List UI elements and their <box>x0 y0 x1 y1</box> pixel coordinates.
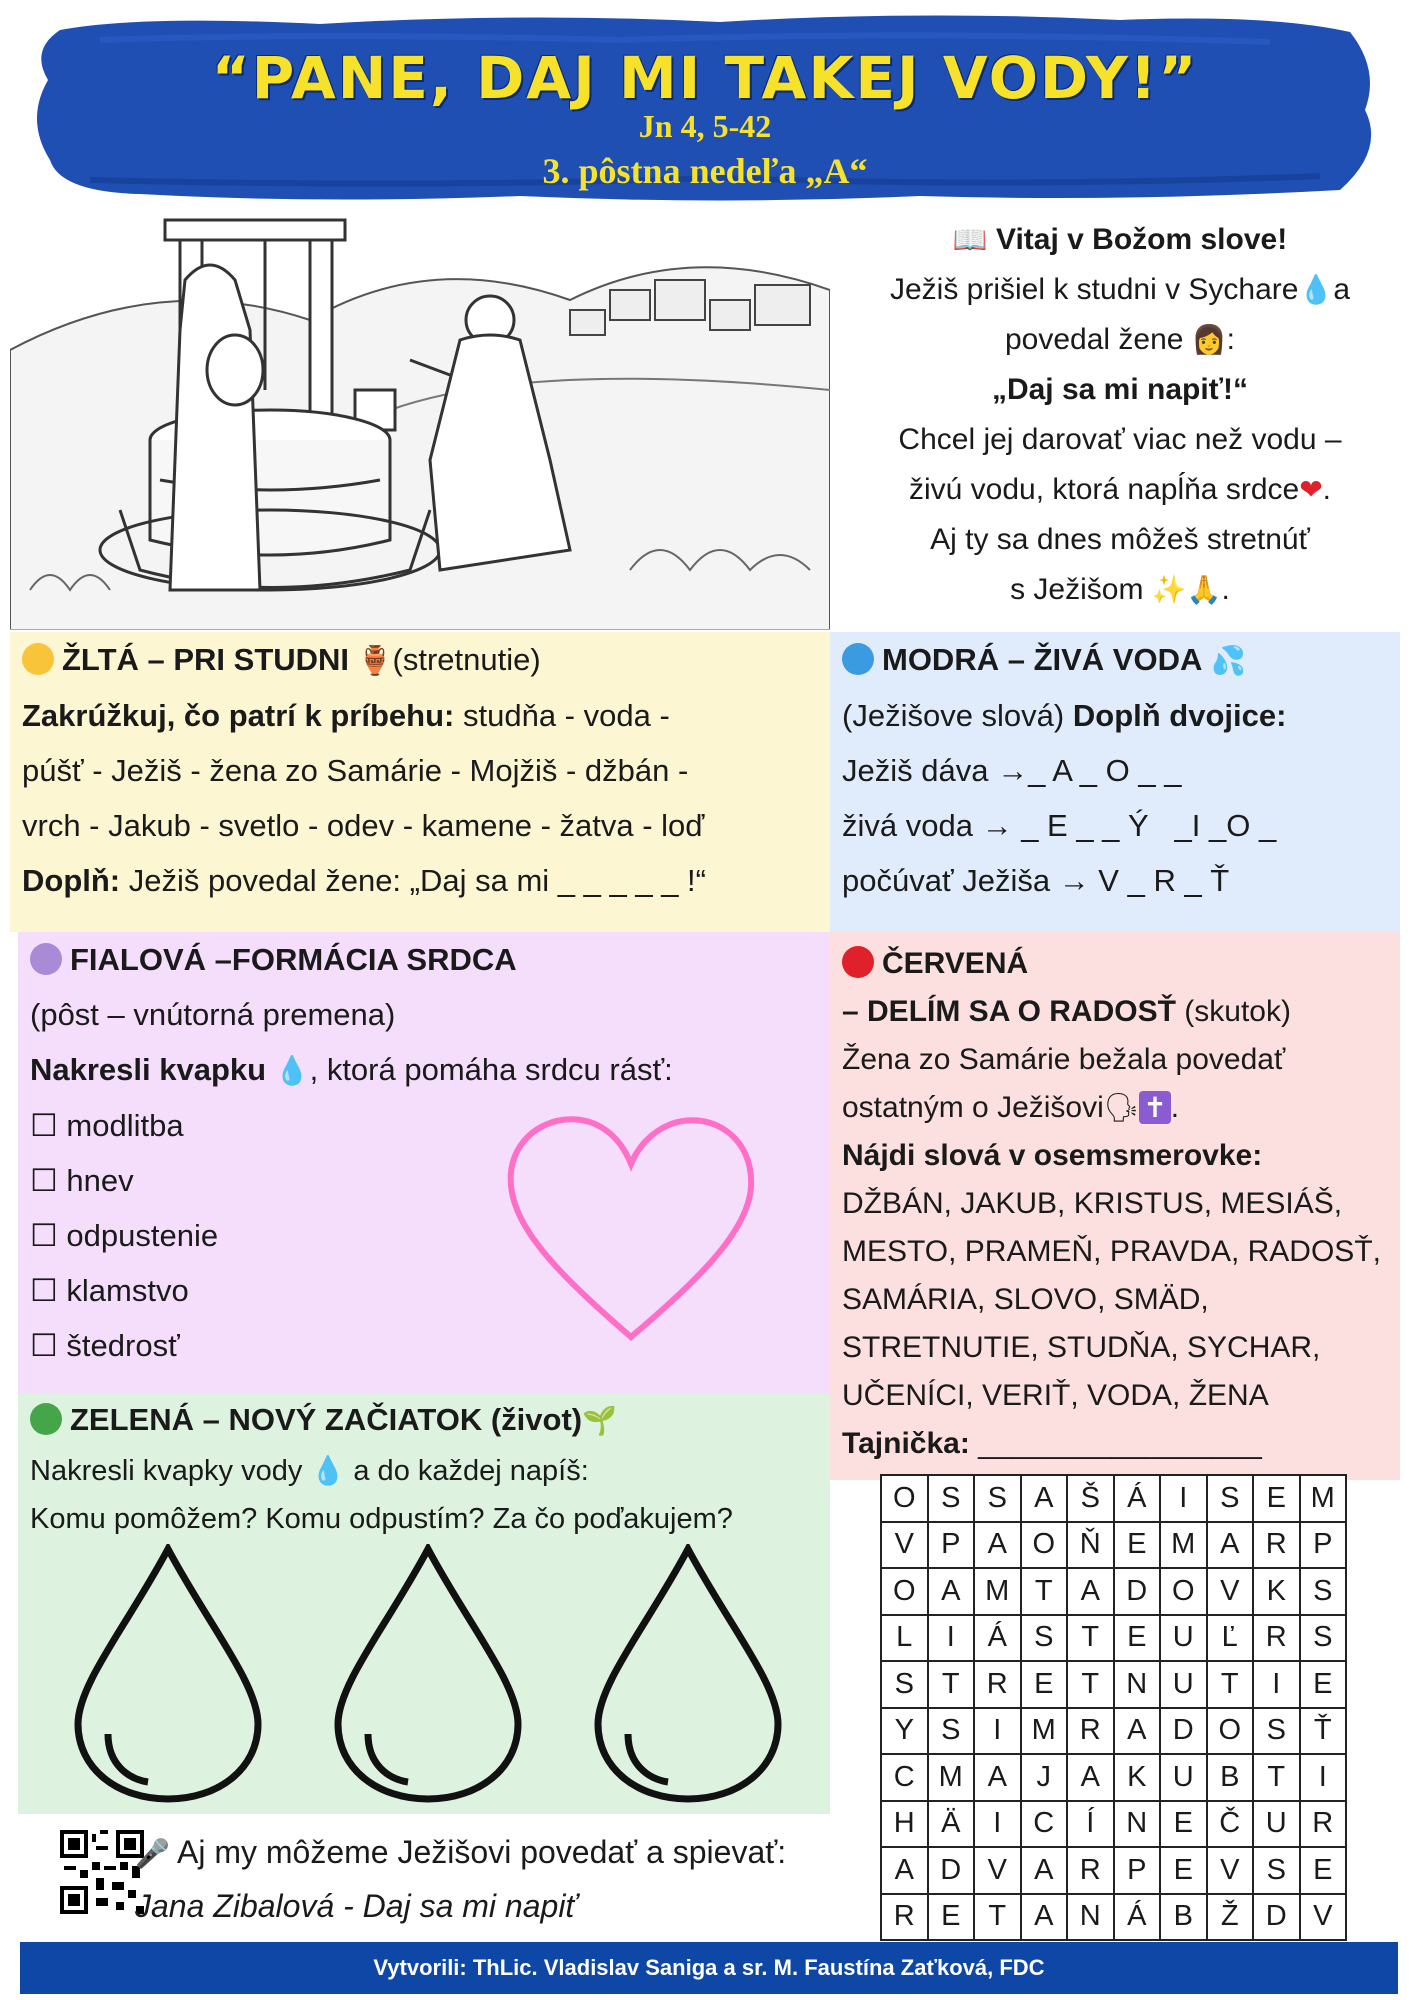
grid-cell[interactable]: M <box>974 1568 1021 1615</box>
purple-circle-icon <box>30 943 62 975</box>
grid-cell[interactable]: D <box>1114 1568 1161 1615</box>
grid-cell[interactable]: O <box>1160 1568 1207 1615</box>
red-text-2b: . <box>1170 1091 1180 1124</box>
well-illustration <box>10 210 830 630</box>
grid-cell[interactable]: V <box>1207 1847 1254 1894</box>
grid-cell[interactable]: U <box>1253 1801 1300 1848</box>
red-text-1: Žena zo Samárie bežala povedať <box>842 1043 1286 1076</box>
water-drop-outline-3 <box>598 1549 778 1799</box>
header-banner <box>20 10 1390 205</box>
yellow-words-2: púšť - Ježiš - žena zo Samárie - Mojžiš - džbán - <box>22 753 689 788</box>
grid-cell[interactable]: M <box>1160 1522 1207 1569</box>
grid-row <box>881 1708 1346 1755</box>
grid-cell[interactable]: D <box>928 1847 975 1894</box>
grid-cell[interactable]: A <box>974 1754 1021 1801</box>
word-list-5: UČENÍCI, VERIŤ, VODA, ŽENA <box>842 1379 1269 1412</box>
intro-line-2b: : <box>1226 323 1236 356</box>
grid-cell[interactable]: O <box>881 1568 928 1615</box>
grid-cell[interactable]: Š <box>1067 1475 1114 1522</box>
grid-cell[interactable]: A <box>974 1522 1021 1569</box>
option-row[interactable]: ☐ klamstvo <box>30 1273 189 1308</box>
option-label: odpustenie <box>66 1218 219 1253</box>
grid-cell[interactable]: V <box>881 1522 928 1569</box>
intro-line-1b: a <box>1333 273 1351 306</box>
grid-cell[interactable]: I <box>974 1801 1021 1848</box>
blue-pair-3: počúvať Ježiša → V _ R _ Ť <box>842 863 1230 898</box>
word-list-3: SAMÁRIA, SLOVO, SMÄD, <box>842 1283 1209 1316</box>
song-title[interactable]: Jana Zibalová - Daj sa mi napiť <box>135 1888 577 1924</box>
grid-cell[interactable]: S <box>881 1661 928 1708</box>
sparkles-icon: ✨ <box>1151 573 1187 606</box>
song-info <box>135 1826 786 1932</box>
water-drop-outline-1 <box>78 1549 258 1799</box>
word-search-grid[interactable] <box>880 1474 1347 1941</box>
grid-cell[interactable]: M <box>1300 1475 1347 1522</box>
grid-cell[interactable]: N <box>1114 1661 1161 1708</box>
grid-cell[interactable]: R <box>881 1894 928 1941</box>
grid-cell[interactable]: E <box>1160 1847 1207 1894</box>
grid-cell[interactable]: R <box>1253 1615 1300 1662</box>
purple-note: (pôst – vnútorná premena) <box>30 997 396 1032</box>
red-title-2: – DELÍM SA O RADOSŤ <box>842 995 1176 1028</box>
microphone-icon: 🎤 <box>135 1837 170 1870</box>
grid-cell[interactable]: N <box>1067 1894 1114 1941</box>
intro-line-4b: . <box>1322 473 1332 506</box>
grid-cell[interactable]: Á <box>1114 1894 1161 1941</box>
footer-credits: Vytvorili: ThLic. Vladislav Saniga a sr. M. Faustína Zaťková, FDC <box>20 1942 1398 1994</box>
heart-icon: ❤ <box>1299 473 1323 506</box>
intro-line-1: Ježiš prišiel k studni v Sychare <box>889 273 1299 306</box>
grid-cell[interactable]: R <box>1300 1801 1347 1848</box>
grid-row <box>881 1568 1346 1615</box>
option-row[interactable]: ☐ odpustenie <box>30 1218 219 1253</box>
grid-cell[interactable]: P <box>928 1522 975 1569</box>
option-label: modlitba <box>66 1108 184 1143</box>
grid-cell[interactable]: A <box>881 1847 928 1894</box>
grid-cell[interactable]: R <box>1067 1847 1114 1894</box>
liturgical-occasion: 3. pôstna nedeľa „A“ <box>542 151 868 191</box>
bible-reference: Jn 4, 5-42 <box>638 108 772 144</box>
green-line-2: Komu pomôžem? Komu odpustím? Za čo poďakujem? <box>30 1503 733 1535</box>
yellow-words-3: vrch - Jakub - svetlo - odev - kamene - žatva - loď <box>22 808 705 843</box>
woman-icon: 👩 <box>1191 323 1227 356</box>
sweat-droplets-icon: 💦 <box>1210 644 1246 677</box>
grid-cell[interactable]: Y <box>881 1708 928 1755</box>
grid-cell[interactable]: M <box>928 1754 975 1801</box>
purple-instruction-rest: , ktorá pomáha srdcu rásť: <box>309 1052 673 1087</box>
grid-cell[interactable]: Č <box>1207 1801 1254 1848</box>
grid-cell[interactable]: A <box>1021 1847 1068 1894</box>
grid-cell[interactable]: T <box>928 1661 975 1708</box>
grid-cell[interactable]: U <box>1160 1754 1207 1801</box>
yellow-circle-icon <box>22 643 54 675</box>
grid-cell[interactable]: A <box>1207 1522 1254 1569</box>
blue-pair-2: živá voda → _ E _ _ Ý _I _O _ <box>842 808 1277 843</box>
grid-cell[interactable]: Ž <box>1207 1894 1254 1941</box>
grid-cell[interactable]: P <box>1114 1847 1161 1894</box>
grid-cell[interactable]: E <box>928 1894 975 1941</box>
grid-cell[interactable]: C <box>1021 1801 1068 1848</box>
blue-circle-icon <box>842 643 874 675</box>
green-line-1a: Nakresli kvapky vody <box>30 1455 303 1487</box>
grid-cell[interactable]: T <box>1207 1661 1254 1708</box>
grid-cell[interactable]: I <box>1253 1661 1300 1708</box>
blue-title: MODRÁ – ŽIVÁ VODA <box>882 642 1203 677</box>
red-instruction: Nájdi slová v osemsmerovke: <box>842 1139 1263 1172</box>
grid-cell[interactable]: J <box>1021 1754 1068 1801</box>
grid-cell[interactable]: E <box>1300 1661 1347 1708</box>
purple-section <box>18 932 830 1394</box>
yellow-note: (stretnutie) <box>392 642 541 677</box>
intro-line-4: živú vodu, ktorá napĺňa srdce <box>908 473 1300 506</box>
grid-cell[interactable]: Ä <box>928 1801 975 1848</box>
grid-cell[interactable]: L <box>881 1615 928 1662</box>
intro-line-2: povedal žene <box>1004 323 1184 356</box>
yellow-words-1: studňa - voda - <box>462 698 670 733</box>
droplet-icon: 💧 <box>1298 273 1334 306</box>
intro-line-6: s Ježišom <box>1010 573 1144 606</box>
option-label: štedrosť <box>66 1328 180 1363</box>
grid-cell[interactable]: Á <box>1114 1475 1161 1522</box>
grid-row <box>881 1661 1346 1708</box>
grid-cell[interactable]: S <box>974 1475 1021 1522</box>
secret-label: Tajnička: <box>842 1427 970 1460</box>
option-label: hnev <box>66 1163 134 1198</box>
grid-cell[interactable]: E <box>1021 1661 1068 1708</box>
droplet-icon: 💧 <box>310 1454 346 1487</box>
yellow-title: ŽLTÁ – PRI STUDNI <box>62 642 350 677</box>
red-text-2: ostatným o Ježišovi <box>842 1091 1104 1124</box>
grid-cell[interactable]: E <box>1253 1475 1300 1522</box>
qr-code[interactable] <box>60 1830 144 1914</box>
grid-cell[interactable]: B <box>1207 1754 1254 1801</box>
grid-cell[interactable]: Ľ <box>1207 1615 1254 1662</box>
grid-row <box>881 1847 1346 1894</box>
blue-instruction: Doplň dvojice: <box>1072 698 1287 733</box>
grid-cell[interactable]: A <box>1021 1894 1068 1941</box>
grid-cell[interactable]: S <box>1021 1615 1068 1662</box>
grid-row <box>881 1615 1346 1662</box>
purple-title: FIALOVÁ –FORMÁCIA SRDCA <box>70 942 517 977</box>
grid-cell[interactable]: P <box>1300 1522 1347 1569</box>
grid-cell[interactable]: S <box>1300 1568 1347 1615</box>
option-row[interactable]: ☐ modlitba <box>30 1108 184 1143</box>
grid-cell[interactable]: S <box>928 1475 975 1522</box>
grid-cell[interactable]: K <box>1114 1754 1161 1801</box>
grid-cell[interactable]: Á <box>974 1615 1021 1662</box>
grid-cell[interactable]: E <box>1160 1801 1207 1848</box>
blue-section <box>830 632 1400 932</box>
cross-icon: ✝ <box>1139 1091 1170 1124</box>
grid-cell[interactable]: R <box>1253 1522 1300 1569</box>
green-title: ZELENÁ – NOVÝ ZAČIATOK (život) <box>70 1402 583 1437</box>
grid-cell[interactable]: Ť <box>1300 1708 1347 1755</box>
grid-cell[interactable]: V <box>1207 1568 1254 1615</box>
grid-row <box>881 1894 1346 1941</box>
grid-cell[interactable]: T <box>974 1894 1021 1941</box>
song-line-1: Aj my môžeme Ježišovi povedať a spievať: <box>177 1834 787 1870</box>
grid-cell[interactable]: A <box>1114 1708 1161 1755</box>
praying-hands-icon: 🙏 <box>1186 573 1222 606</box>
grid-cell[interactable]: A <box>1021 1475 1068 1522</box>
intro-quote: „Daj sa mi napiť!“ <box>991 373 1249 406</box>
grid-cell[interactable]: B <box>1160 1894 1207 1941</box>
grid-cell[interactable]: E <box>1300 1847 1347 1894</box>
open-book-icon: 📖 <box>952 223 988 256</box>
intro-heading: Vitaj v Božom slove! <box>996 223 1288 256</box>
page-title: “PANE, DAJ MI TAKEJ VODY!” <box>211 44 1199 112</box>
green-line-1b: a do každej napíš: <box>353 1455 589 1487</box>
green-section <box>18 1394 830 1814</box>
grid-cell[interactable]: S <box>1253 1708 1300 1755</box>
grid-cell[interactable]: T <box>1067 1615 1114 1662</box>
intro-text <box>840 215 1400 615</box>
secret-answer-line[interactable]: _________________ <box>978 1427 1262 1460</box>
grid-cell[interactable]: U <box>1160 1615 1207 1662</box>
grid-cell[interactable]: I <box>1160 1475 1207 1522</box>
grid-cell[interactable]: A <box>1067 1754 1114 1801</box>
purple-instruction-bold: Nakresli kvapku <box>30 1052 267 1087</box>
red-section <box>830 932 1400 1480</box>
grid-row <box>881 1475 1346 1522</box>
grid-cell[interactable]: U <box>1160 1661 1207 1708</box>
grid-cell[interactable]: V <box>974 1847 1021 1894</box>
grid-row <box>881 1754 1346 1801</box>
red-note: (skutok) <box>1184 995 1291 1028</box>
grid-cell[interactable]: O <box>1207 1708 1254 1755</box>
grid-cell[interactable]: E <box>1114 1615 1161 1662</box>
grid-row <box>881 1801 1346 1848</box>
grid-cell[interactable]: M <box>1021 1708 1068 1755</box>
intro-line-6b: . <box>1221 573 1230 606</box>
intro-line-5: Aj ty sa dnes môžeš stretnúť <box>930 523 1310 556</box>
blue-note: (Ježišove slová) <box>842 698 1065 733</box>
speaking-head-icon: 🗣 <box>1103 1091 1140 1124</box>
grid-cell[interactable]: H <box>881 1801 928 1848</box>
grid-cell[interactable]: C <box>881 1754 928 1801</box>
grid-cell[interactable]: R <box>974 1661 1021 1708</box>
amphora-icon: 🏺 <box>357 644 393 677</box>
grid-cell[interactable]: D <box>1160 1708 1207 1755</box>
yellow-section <box>10 632 830 932</box>
grid-cell[interactable]: O <box>881 1475 928 1522</box>
drawing-drops <box>58 1544 798 1804</box>
grid-cell[interactable]: I <box>974 1708 1021 1755</box>
grid-cell[interactable]: R <box>1067 1708 1114 1755</box>
droplet-icon: 💧 <box>274 1054 310 1087</box>
grid-cell[interactable]: N <box>1114 1801 1161 1848</box>
grid-cell[interactable]: A <box>928 1568 975 1615</box>
word-list-2: MESTO, PRAMEŇ, PRAVDA, RADOSŤ, <box>842 1235 1381 1268</box>
grid-cell[interactable]: E <box>1114 1522 1161 1569</box>
grid-cell[interactable]: Ň <box>1067 1522 1114 1569</box>
grid-cell[interactable]: K <box>1253 1568 1300 1615</box>
option-label: klamstvo <box>66 1273 189 1308</box>
word-list-4: STRETNUTIE, STUDŇA, SYCHAR, <box>842 1331 1321 1364</box>
option-row[interactable]: ☐ štedrosť <box>30 1328 180 1363</box>
yellow-fill-label: Doplň: <box>22 863 121 898</box>
red-title-1: ČERVENÁ <box>882 947 1029 980</box>
grid-cell[interactable]: S <box>1207 1475 1254 1522</box>
grid-cell[interactable]: A <box>1067 1568 1114 1615</box>
green-circle-icon <box>30 1403 62 1435</box>
seedling-icon: 🌱 <box>582 1404 617 1437</box>
blue-pair-1: Ježiš dáva →_ A _ O _ _ <box>842 753 1182 788</box>
grid-cell[interactable]: T <box>1067 1661 1114 1708</box>
grid-cell[interactable]: S <box>928 1708 975 1755</box>
option-row[interactable]: ☐ hnev <box>30 1163 134 1198</box>
grid-cell[interactable]: O <box>1021 1522 1068 1569</box>
word-list-1: DŽBÁN, JAKUB, KRISTUS, MESIÁŠ, <box>842 1187 1343 1220</box>
grid-cell[interactable]: S <box>1300 1615 1347 1662</box>
grid-cell[interactable]: I <box>1300 1754 1347 1801</box>
grid-cell[interactable]: Í <box>1067 1801 1114 1848</box>
intro-line-3: Chcel jej darovať viac než vodu – <box>898 423 1342 456</box>
grid-cell[interactable]: V <box>1300 1894 1347 1941</box>
heart-outline-icon <box>496 1102 766 1352</box>
grid-row <box>881 1522 1346 1569</box>
grid-cell[interactable]: T <box>1021 1568 1068 1615</box>
red-circle-icon <box>842 946 874 978</box>
grid-cell[interactable]: D <box>1253 1894 1300 1941</box>
yellow-instruction: Zakrúžkuj, čo patrí k príbehu: <box>22 698 455 733</box>
yellow-fill-text: Ježiš povedal žene: „Daj sa mi _ _ _ _ _ !“ <box>128 863 706 898</box>
grid-cell[interactable]: I <box>928 1615 975 1662</box>
grid-cell[interactable]: T <box>1253 1754 1300 1801</box>
water-drop-outline-2 <box>338 1549 518 1799</box>
grid-cell[interactable]: S <box>1253 1847 1300 1894</box>
